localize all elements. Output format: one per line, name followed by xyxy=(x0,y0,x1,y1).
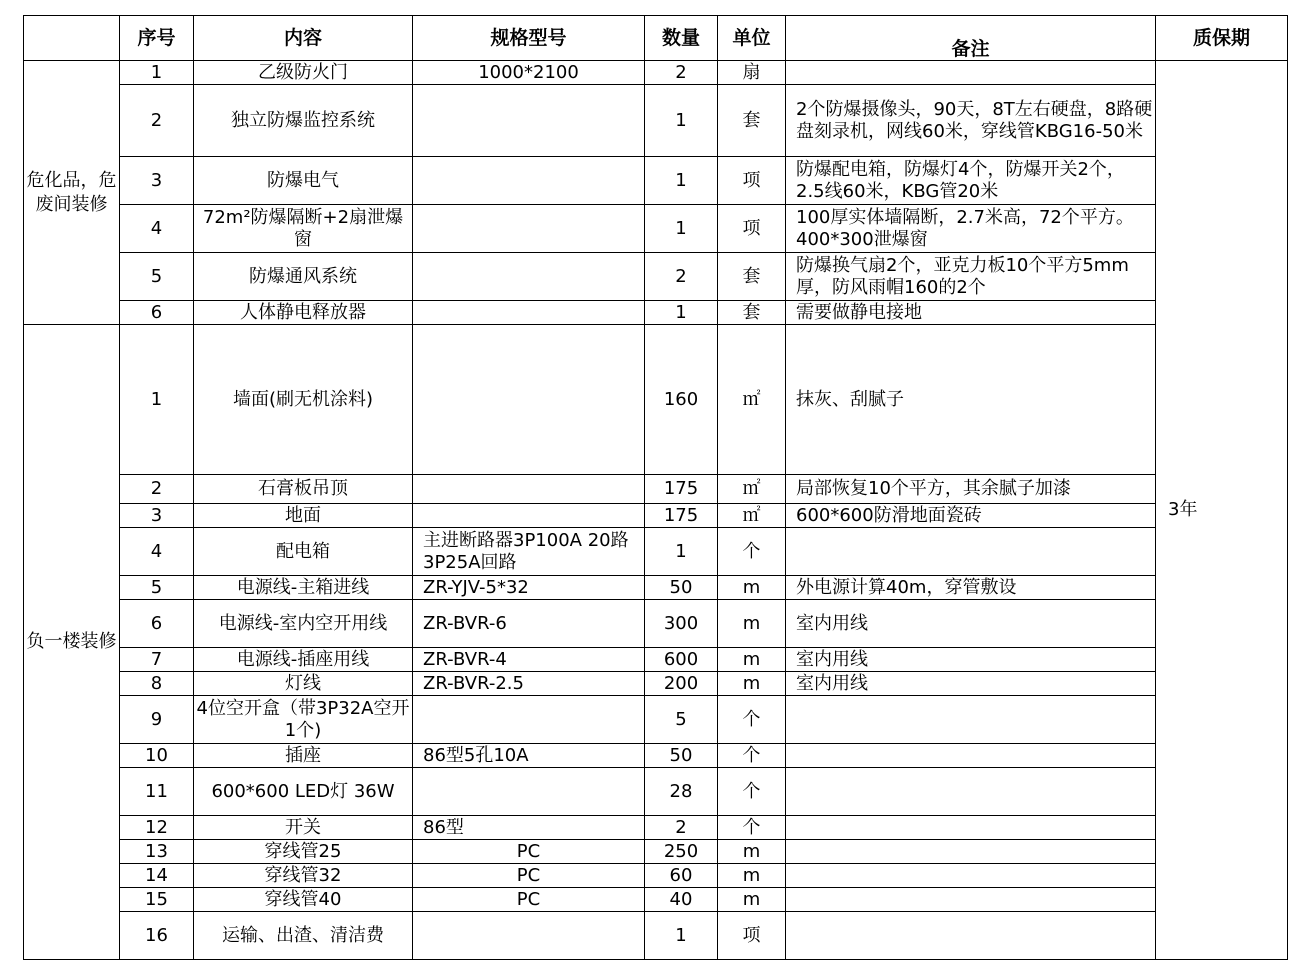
cell-unit: 项 xyxy=(718,157,786,205)
cell-qty: 200 xyxy=(645,672,718,696)
quotation-table xyxy=(23,15,1288,960)
header-unit: 单位 xyxy=(718,16,786,61)
cell-qty: 600 xyxy=(645,648,718,672)
cell-note: 600*600防滑地面瓷砖 xyxy=(786,504,1156,528)
cell-content: 人体静电释放器 xyxy=(194,301,413,325)
cell-note: 室内用线 xyxy=(786,648,1156,672)
cell-qty: 50 xyxy=(645,576,718,600)
cell-unit: m xyxy=(718,864,786,888)
cell-qty: 50 xyxy=(645,744,718,768)
cell-note: 防爆配电箱，防爆灯4个，防爆开关2个，2.5线60米，KBG管20米 xyxy=(786,157,1156,205)
cell-content: 独立防爆监控系统 xyxy=(194,85,413,157)
cell-spec xyxy=(413,504,645,528)
cell-seq: 4 xyxy=(120,528,194,576)
table-row xyxy=(24,325,1288,475)
cell-seq: 3 xyxy=(120,157,194,205)
cell-unit: m xyxy=(718,672,786,696)
cell-unit: 套 xyxy=(718,253,786,301)
cell-content: 防爆电气 xyxy=(194,157,413,205)
cell-content: 开关 xyxy=(194,816,413,840)
cell-seq: 9 xyxy=(120,696,194,744)
header-warranty: 质保期 xyxy=(1156,16,1288,61)
cell-seq: 5 xyxy=(120,576,194,600)
cell-note xyxy=(786,61,1156,85)
cell-spec: 86型 xyxy=(413,816,645,840)
cell-spec xyxy=(413,912,645,960)
cell-seq: 1 xyxy=(120,325,194,475)
cell-spec: ZR-BVR-2.5 xyxy=(413,672,645,696)
cell-unit: 套 xyxy=(718,85,786,157)
cell-note: 100厚实体墙隔断，2.7米高，72个平方。400*300泄爆窗 xyxy=(786,205,1156,253)
group-label: 危化品，危废间装修 xyxy=(24,61,120,325)
table-row xyxy=(24,205,1288,253)
cell-spec: 主进断路器3P100A 20路3P25A回路 xyxy=(413,528,645,576)
cell-spec xyxy=(413,157,645,205)
cell-content: 乙级防火门 xyxy=(194,61,413,85)
cell-qty: 28 xyxy=(645,768,718,816)
cell-qty: 1 xyxy=(645,301,718,325)
table-row xyxy=(24,157,1288,205)
cell-content: 600*600 LED灯 36W xyxy=(194,768,413,816)
cell-content: 电源线-插座用线 xyxy=(194,648,413,672)
cell-spec xyxy=(413,253,645,301)
table-row xyxy=(24,475,1288,504)
cell-note: 室内用线 xyxy=(786,672,1156,696)
table-row xyxy=(24,840,1288,864)
table-row xyxy=(24,768,1288,816)
cell-qty: 1 xyxy=(645,205,718,253)
cell-note: 需要做静电接地 xyxy=(786,301,1156,325)
cell-unit: 套 xyxy=(718,301,786,325)
cell-spec xyxy=(413,696,645,744)
cell-unit: 个 xyxy=(718,744,786,768)
cell-content: 地面 xyxy=(194,504,413,528)
cell-note xyxy=(786,864,1156,888)
cell-spec: ZR-YJV-5*32 xyxy=(413,576,645,600)
cell-spec xyxy=(413,768,645,816)
cell-unit: m xyxy=(718,648,786,672)
cell-note: 室内用线 xyxy=(786,600,1156,648)
cell-seq: 6 xyxy=(120,600,194,648)
cell-seq: 4 xyxy=(120,205,194,253)
cell-spec xyxy=(413,85,645,157)
cell-note: 2个防爆摄像头，90天，8T左右硬盘，8路硬盘刻录机，网线60米，穿线管KBG16-50米 xyxy=(786,85,1156,157)
cell-seq: 15 xyxy=(120,888,194,912)
cell-unit: 项 xyxy=(718,205,786,253)
cell-qty: 1 xyxy=(645,85,718,157)
header-seq: 序号 xyxy=(120,16,194,61)
cell-unit: 项 xyxy=(718,912,786,960)
table-body xyxy=(24,61,1288,960)
table-row xyxy=(24,600,1288,648)
table-row xyxy=(24,85,1288,157)
table-row xyxy=(24,672,1288,696)
table-row xyxy=(24,61,1288,85)
cell-note xyxy=(786,696,1156,744)
cell-qty: 175 xyxy=(645,504,718,528)
cell-unit: ㎡ xyxy=(718,504,786,528)
cell-note xyxy=(786,816,1156,840)
warranty-cell: 3年 xyxy=(1156,61,1288,960)
cell-qty: 1 xyxy=(645,912,718,960)
header-note: 备注 xyxy=(786,16,1156,61)
cell-note xyxy=(786,528,1156,576)
cell-seq: 7 xyxy=(120,648,194,672)
cell-content: 配电箱 xyxy=(194,528,413,576)
cell-qty: 5 xyxy=(645,696,718,744)
cell-content: 防爆通风系统 xyxy=(194,253,413,301)
header-qty: 数量 xyxy=(645,16,718,61)
cell-spec: PC xyxy=(413,840,645,864)
cell-note xyxy=(786,912,1156,960)
cell-unit: 个 xyxy=(718,816,786,840)
header-blank xyxy=(24,16,120,61)
table-row xyxy=(24,301,1288,325)
cell-spec: 86型5孔10A xyxy=(413,744,645,768)
cell-note: 局部恢复10个平方，其余腻子加漆 xyxy=(786,475,1156,504)
table-row xyxy=(24,253,1288,301)
header-row xyxy=(24,16,1288,61)
table-row xyxy=(24,648,1288,672)
cell-spec: 1000*2100 xyxy=(413,61,645,85)
cell-note: 抹灰、刮腻子 xyxy=(786,325,1156,475)
table-row xyxy=(24,816,1288,840)
cell-seq: 13 xyxy=(120,840,194,864)
cell-spec: PC xyxy=(413,888,645,912)
cell-seq: 1 xyxy=(120,61,194,85)
header-content: 内容 xyxy=(194,16,413,61)
cell-qty: 40 xyxy=(645,888,718,912)
cell-qty: 300 xyxy=(645,600,718,648)
cell-spec: ZR-BVR-4 xyxy=(413,648,645,672)
cell-content: 运输、出渣、清洁费 xyxy=(194,912,413,960)
cell-unit: m xyxy=(718,600,786,648)
cell-unit: ㎡ xyxy=(718,475,786,504)
cell-qty: 2 xyxy=(645,61,718,85)
cell-spec xyxy=(413,475,645,504)
cell-content: 电源线-室内空开用线 xyxy=(194,600,413,648)
table-row xyxy=(24,912,1288,960)
cell-content: 电源线-主箱进线 xyxy=(194,576,413,600)
cell-seq: 12 xyxy=(120,816,194,840)
cell-content: 穿线管25 xyxy=(194,840,413,864)
cell-seq: 10 xyxy=(120,744,194,768)
cell-unit: m xyxy=(718,840,786,864)
cell-spec: PC xyxy=(413,864,645,888)
cell-seq: 5 xyxy=(120,253,194,301)
cell-content: 穿线管32 xyxy=(194,864,413,888)
group-label: 负一楼装修 xyxy=(24,325,120,960)
cell-seq: 8 xyxy=(120,672,194,696)
cell-unit: m xyxy=(718,888,786,912)
cell-content: 4位空开盒（带3P32A空开1个) xyxy=(194,696,413,744)
cell-spec xyxy=(413,301,645,325)
cell-note xyxy=(786,744,1156,768)
cell-content: 72m²防爆隔断+2扇泄爆窗 xyxy=(194,205,413,253)
cell-content: 插座 xyxy=(194,744,413,768)
table-row xyxy=(24,696,1288,744)
table-row xyxy=(24,888,1288,912)
cell-qty: 175 xyxy=(645,475,718,504)
table-row xyxy=(24,504,1288,528)
cell-qty: 160 xyxy=(645,325,718,475)
table-row xyxy=(24,864,1288,888)
cell-qty: 60 xyxy=(645,864,718,888)
cell-seq: 11 xyxy=(120,768,194,816)
cell-qty: 1 xyxy=(645,157,718,205)
cell-unit: 扇 xyxy=(718,61,786,85)
cell-note xyxy=(786,768,1156,816)
cell-seq: 3 xyxy=(120,504,194,528)
cell-qty: 2 xyxy=(645,816,718,840)
cell-note: 防爆换气扇2个，亚克力板10个平方5mm厚，防风雨帽160的2个 xyxy=(786,253,1156,301)
cell-seq: 16 xyxy=(120,912,194,960)
cell-unit: 个 xyxy=(718,528,786,576)
cell-unit: 个 xyxy=(718,768,786,816)
cell-note: 外电源计算40m，穿管敷设 xyxy=(786,576,1156,600)
table-row xyxy=(24,576,1288,600)
cell-seq: 2 xyxy=(120,85,194,157)
cell-seq: 6 xyxy=(120,301,194,325)
cell-qty: 250 xyxy=(645,840,718,864)
cell-content: 石膏板吊顶 xyxy=(194,475,413,504)
cell-note xyxy=(786,840,1156,864)
cell-spec xyxy=(413,205,645,253)
cell-qty: 1 xyxy=(645,528,718,576)
cell-spec: ZR-BVR-6 xyxy=(413,600,645,648)
table-row xyxy=(24,744,1288,768)
table-row xyxy=(24,528,1288,576)
cell-unit: 个 xyxy=(718,696,786,744)
cell-seq: 14 xyxy=(120,864,194,888)
cell-qty: 2 xyxy=(645,253,718,301)
cell-content: 灯线 xyxy=(194,672,413,696)
cell-unit: m xyxy=(718,576,786,600)
cell-content: 墙面(刷无机涂料) xyxy=(194,325,413,475)
cell-content: 穿线管40 xyxy=(194,888,413,912)
header-spec: 规格型号 xyxy=(413,16,645,61)
cell-spec xyxy=(413,325,645,475)
cell-seq: 2 xyxy=(120,475,194,504)
cell-note xyxy=(786,888,1156,912)
cell-unit: ㎡ xyxy=(718,325,786,475)
